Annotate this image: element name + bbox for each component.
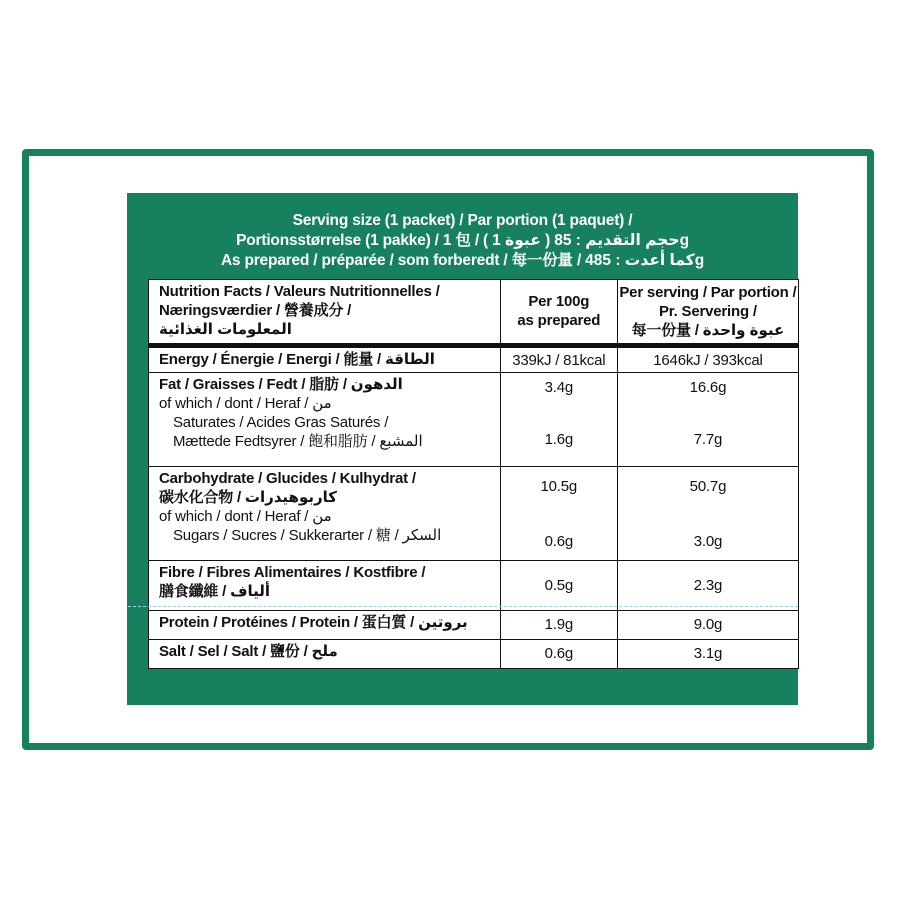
table-row-energy (149, 346, 799, 373)
carbohydrate-per-serving-values: 50.7g 3.0g (617, 467, 798, 561)
energy-per-serving: 1646kJ / 393kcal (617, 346, 798, 373)
dashed-guide-line (128, 606, 798, 607)
table-row-carbohydrate (149, 467, 799, 561)
header-per-serving: Per serving / Par portion / Pr. Servering / 每一份量 / عبوة واحدة (617, 280, 798, 346)
table-row-fat (149, 373, 799, 467)
salt-label: Salt / Sel / Salt / 鹽份 / ملح (149, 640, 501, 669)
fibre-per-100g: 0.5g (500, 561, 617, 611)
header-per-100g: Per 100g as prepared (500, 280, 617, 346)
fibre-per-serving: 2.3g (617, 561, 798, 611)
carbohydrate-label: Carbohydrate / Glucides / Kulhydrat / 碳水化合物 / كاربوهيدرات of which / dont / Heraf / من Sugars / Sucres / Sukkerarter / 糖 / السكر (149, 467, 501, 561)
carbohydrate-per-100g-values: 10.5g 0.6g (500, 467, 617, 561)
fat-label: Fat / Graisses / Fedt / 脂肪 / الدهون of which / dont / Heraf / من Saturates / Acides Gras Saturés / Mættede Fedtsyrer / 飽和脂肪 / المشبع (149, 373, 501, 467)
table-row-protein (149, 611, 799, 640)
serving-size-text (127, 211, 798, 271)
serving-line-3: As prepared / préparée / som forberedt / 每一份量 / كما أعدت : 485g (220, 252, 705, 269)
protein-per-100g: 1.9g (500, 611, 617, 640)
table-row-fibre (149, 561, 799, 611)
nutrition-panel (127, 193, 798, 705)
fibre-label: Fibre / Fibres Alimentaires / Kostfibre / 膳食纖維 / ألياف (149, 561, 501, 611)
fat-per-100g-values: 3.4g 1.6g (500, 373, 617, 467)
nutrition-facts-table (148, 279, 799, 669)
header-nutrition-facts: Nutrition Facts / Valeurs Nutritionnelles / Næringsværdier / 營養成分 / المعلومات الغذائية (149, 280, 501, 346)
energy-per-100g: 339kJ / 81kcal (500, 346, 617, 373)
protein-label: Protein / Protéines / Protein / 蛋白質 / بروتين (149, 611, 501, 640)
serving-line-1: Serving size (1 packet) / Par portion (1 paquet) / (292, 212, 633, 229)
table-row-salt (149, 640, 799, 669)
fat-per-serving-values: 16.6g 7.7g (617, 373, 798, 467)
salt-per-100g: 0.6g (500, 640, 617, 669)
salt-per-serving: 3.1g (617, 640, 798, 669)
energy-label: Energy / Énergie / Energi / 能量 / الطاقة (149, 346, 501, 373)
table-header-row (149, 280, 799, 346)
protein-per-serving: 9.0g (617, 611, 798, 640)
serving-line-2: Portionsstørrelse (1 pakke) / 1 包 / ( عبوة 1 ) حجم التقديم : 85g (236, 232, 689, 249)
